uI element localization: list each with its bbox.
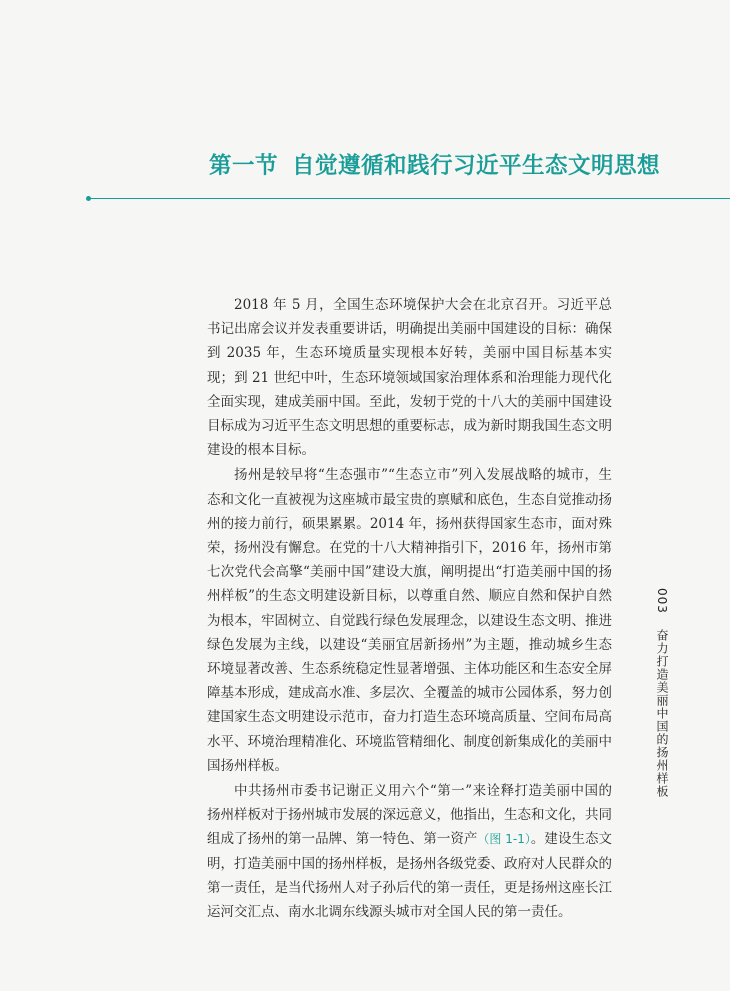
section-number: 第一节 [209,153,279,179]
paragraph-1: 2018 年 5 月，全国生态环境保护大会在北京召开。习近平总书记出席会议并发表重要讲话，明确提出美丽中国建设的目标：确保到 2035 年，生态环境质量实现根本好转，美丽中国目标基本实现；到 21 世纪中叶，生态环境领域国家治理体系和治理能力现代化全面实现，建成美丽中国。至此，发轫于党的十八大的美丽中国建设目标成为习近平生态文明思想的重要标志，成为新时期我国生态文明建设的根本目标。 [207,297,612,459]
heading-rule [88,198,730,199]
paragraph-3-after: 。建设生态文明，打造美丽中国的扬州样板，是扬州各级党委、政府对人民群众的第一责任，是当代扬州人对子孙后代的第一责任，更是扬州这座长江运河交汇点、南水北调东线源头城市对全国人民的第一责任。 [207,831,613,921]
side-running-header [654,588,671,798]
paragraph-3-before: 中共扬州市委书记谢正义用六个“第一”来诠释打造美丽中国的扬州样板对于扬州城市发展的深远意义，他指出，生态和文化，共同组成了扬州的第一品牌、第一特色、第一资产 [207,783,612,848]
paragraph-3 [207,779,612,924]
figure-reference-link[interactable]: （图 1-1） [477,832,531,847]
section-title: 自觉遵循和践行习近平生态文明思想 [292,153,661,179]
body-text [207,293,612,925]
section-heading [209,148,660,180]
paragraph-2: 扬州是较早将“生态强市”“生态立市”列入发展战略的城市，生态和文化一直被视为这座城市最宝贵的禀赋和底色，生态自觉推动扬州的接力前行，硕果累累。2014 年，扬州获得国家生态市，面对殊荣，扬州没有懈怠。在党的十八大精神指引下，2016 年，扬州市第七次党代会高擎“美丽中国”建设大旗，阐明提出“打造美丽中国的扬州样板”的生态文明建设新目标，以尊重自然、顺应自然和保护自然为根本，牢固树立、自觉践行绿色发展理念，以建设生态文明、推进绿色发展为主线，以建设“美丽宜居新扬州”为主题，推动城乡生态环境显著改善、生态系统稳定性显著增强、主体功能区和生态安全屏障基本形成，建成高水准、多层次、全覆盖的城市公园体系，努力创建国家生态文明建设示范市，奋力打造生态环境高质量、空间布局高水平、环境治理精准化、环境监管精细化、制度创新集成化的美丽中国扬州样板。 [207,467,612,774]
page-number: 003 [655,588,669,614]
running-title: 奋力打造美丽中国的扬州样板 [655,628,669,798]
